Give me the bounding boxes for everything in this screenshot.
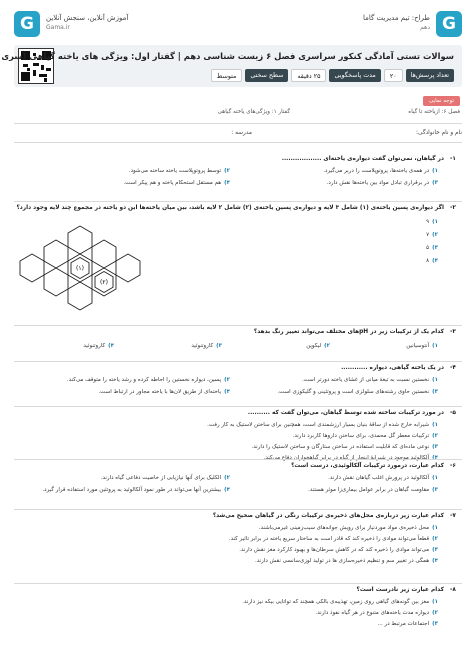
option-text: ۹ bbox=[426, 219, 430, 225]
option-text: دیواره مدت یاخته‌های متنوع در هر گیاه نفوذ دارند. bbox=[315, 610, 430, 616]
answer-option[interactable] bbox=[426, 258, 438, 264]
answer-option[interactable] bbox=[327, 180, 438, 186]
question-block bbox=[14, 329, 462, 361]
option-number: ۱) bbox=[432, 219, 438, 225]
option-number: ۲) bbox=[432, 232, 438, 238]
site-url[interactable]: Gama.ir bbox=[46, 24, 70, 31]
question-number: ۱- bbox=[450, 156, 456, 162]
exam-title: سوالات تستی آمادگی کنکور سراسری فصل ۶ زیست شناسی دهم | گفتار اول: ویژگی های یاخته گیاهی (سری bbox=[1, 51, 454, 61]
option-number: ۳) bbox=[432, 547, 438, 553]
question-number: ۸- bbox=[450, 587, 456, 593]
answer-option[interactable] bbox=[308, 487, 438, 493]
question-number: ۵- bbox=[450, 410, 456, 416]
info-pill-label: مدت پاسخگویی bbox=[329, 69, 380, 82]
question-number: ۳- bbox=[450, 329, 456, 335]
answer-option[interactable] bbox=[98, 389, 230, 395]
info-pill-value: ۲۰ bbox=[384, 69, 403, 82]
school-label: مدرسه : bbox=[231, 130, 252, 136]
option-number: ۱) bbox=[432, 525, 438, 531]
exam-header bbox=[1, 45, 462, 87]
option-text: بیشترین آنها می‌تواند در طور نمود آلکالوئید به پروتئین مورد استفاده قرار گیرد. bbox=[42, 487, 222, 493]
answer-option[interactable] bbox=[323, 168, 438, 174]
option-text: توسط پروتوپلاست یاخته ساخته می‌شود. bbox=[128, 168, 222, 174]
option-text: پسین، دیواره نخستین را احاطه کرده و رشد یاخته را متوقف می‌کند. bbox=[66, 377, 222, 383]
question-block bbox=[14, 587, 462, 657]
cell-hexagon bbox=[68, 226, 92, 254]
option-number: ۴) bbox=[108, 343, 114, 349]
option-number: ۳) bbox=[432, 389, 438, 395]
divider bbox=[14, 142, 462, 143]
answer-option[interactable] bbox=[123, 180, 230, 186]
option-number: ۲) bbox=[224, 377, 230, 383]
answer-option[interactable] bbox=[229, 536, 438, 542]
answer-option[interactable] bbox=[277, 389, 438, 395]
option-number: ۲) bbox=[432, 536, 438, 542]
question-number: ۲- bbox=[450, 205, 456, 211]
chapter-label: فصل ۶: ازیاخته تا گیاه bbox=[408, 109, 460, 115]
cell-1-label: (۱) bbox=[76, 265, 84, 272]
answer-option[interactable] bbox=[255, 558, 438, 564]
answer-option[interactable] bbox=[315, 610, 438, 616]
divider bbox=[14, 509, 462, 510]
divider bbox=[14, 325, 462, 326]
option-number: ۴) bbox=[224, 389, 230, 395]
answer-option[interactable] bbox=[239, 547, 438, 553]
option-number: ۳) bbox=[216, 343, 222, 349]
option-number: ۴) bbox=[224, 180, 230, 186]
question-block bbox=[14, 156, 462, 202]
option-number: ۴) bbox=[224, 487, 230, 493]
answer-option[interactable] bbox=[129, 168, 230, 174]
question-number: ۷- bbox=[450, 513, 456, 519]
question-number: ۶- bbox=[450, 463, 456, 469]
option-text: همگی در تغییر سم و تنظیم ذخیره‌سازی ها در تولید لوزی‌سانسی نقش دارند. bbox=[254, 558, 430, 564]
option-text: اجتماعات مرتبط در ... bbox=[377, 621, 430, 627]
option-number: ۱) bbox=[432, 377, 438, 383]
question-text: اگر دیواره‌ی پسین یاخته‌ی (۱) شامل ۳ لایه و دیواره‌ی پسین یاخته‌ی (۲) شامل ۲ لایه باشد، بین میان یاخته‌ها این دو یاخته در مجموع چند لایه وجود دارد؟ bbox=[16, 205, 444, 211]
cell-hexagon bbox=[44, 240, 68, 268]
option-number: ۱) bbox=[432, 475, 438, 481]
student-info-bar bbox=[14, 128, 462, 139]
answer-option[interactable] bbox=[264, 455, 438, 461]
option-text: لیکوپن bbox=[306, 343, 322, 349]
option-text: محل ذخیره‌ی مواد موردنیاز برای رویش جوانه‌های سیب‌زمینی غیرمی‌باشند. bbox=[258, 525, 430, 531]
cell-hexagon bbox=[92, 240, 116, 268]
divider bbox=[14, 361, 462, 362]
option-text: نخستین حاوی رشته‌های سلولزی است و پروتئینی و گلیکوزی است. bbox=[277, 389, 430, 395]
answer-option[interactable] bbox=[378, 621, 438, 627]
answer-option[interactable] bbox=[406, 343, 438, 349]
student-name-label: نام و نام خانوادگی: bbox=[416, 130, 462, 136]
honeycomb-cell-figure bbox=[22, 222, 138, 314]
question-text: کدام عبارت زیر نادرست است؟ bbox=[356, 587, 444, 593]
gama-logo-left: G bbox=[14, 11, 40, 37]
option-number: ۳) bbox=[432, 621, 438, 627]
option-number: ۳) bbox=[432, 180, 438, 186]
answer-option[interactable] bbox=[252, 444, 438, 450]
option-number: ۱) bbox=[432, 168, 438, 174]
question-block bbox=[14, 365, 462, 407]
option-text: مقاومت گیاهان در برابر عوامل بیماری‌زا موثر هستند. bbox=[308, 487, 430, 493]
answer-option[interactable] bbox=[293, 433, 438, 439]
answer-option[interactable] bbox=[83, 343, 114, 349]
option-text: ترکیبات معطر گل محمدی، برای ساختن داروها کاربرد دارند. bbox=[292, 433, 430, 439]
option-text: آنتوسیانین bbox=[406, 343, 430, 349]
question-text: در یک یاخته گیاهی، دیواره‌ ............ bbox=[341, 365, 444, 371]
option-text: یاخته‌ای از طریق لان‌ها با یاخته مجاور در ارتباط است. bbox=[98, 389, 222, 395]
question-text: کدام یک از ترکیبات زیر در pHهای مختلف می‌تواند تغییر رنگ بدهد؟ bbox=[253, 329, 444, 335]
cell-hexagon bbox=[44, 268, 68, 296]
option-number: ۲) bbox=[432, 433, 438, 439]
answer-option[interactable] bbox=[426, 245, 438, 251]
section-label: گفتار ۱: ویژگی‌های یاخته گیاهی bbox=[217, 109, 290, 115]
answer-option[interactable] bbox=[67, 377, 230, 383]
option-number: ۲) bbox=[224, 168, 230, 174]
option-text: الکلیک برای آنها نیازیابی از خاصیت دفاعی گیاه دارند. bbox=[100, 475, 222, 481]
option-number: ۳) bbox=[432, 487, 438, 493]
option-number: ۳) bbox=[432, 444, 438, 450]
answer-option[interactable] bbox=[191, 343, 222, 349]
option-text: نخستین نسبت به تیغهٔ میانی از غشای یاخته دورتر است. bbox=[301, 377, 430, 383]
question-block bbox=[14, 463, 462, 509]
option-text: مغز بین گونه‌های گیاهی روی زمین، تهذیبه‌ی بالکی همچند که تواتایی بیکه نیز دارند. bbox=[242, 599, 430, 605]
option-number: ۳) bbox=[432, 245, 438, 251]
info-pill-label: تعداد پرسش‌ها bbox=[406, 69, 454, 82]
answer-option[interactable] bbox=[426, 219, 438, 225]
question-block bbox=[14, 410, 462, 460]
answer-option[interactable] bbox=[302, 377, 438, 383]
option-text: هم مستقل استحکام یاخته و هم پیکر است. bbox=[123, 180, 222, 186]
info-pill-value: متوسط bbox=[211, 69, 243, 82]
info-pill-label: سطح سختی bbox=[245, 69, 288, 82]
option-text: ۵ bbox=[426, 245, 430, 251]
notice-badge: توجه نمایی bbox=[423, 96, 460, 106]
cell-hexagon bbox=[116, 254, 140, 282]
option-text: ۷ bbox=[426, 232, 430, 238]
question-block bbox=[14, 513, 462, 583]
option-text: ۸ bbox=[426, 258, 430, 264]
answer-option[interactable] bbox=[242, 599, 438, 605]
option-number: ۴) bbox=[432, 455, 438, 461]
option-number: ۱) bbox=[432, 343, 438, 349]
question-number: ۴- bbox=[450, 365, 456, 371]
divider bbox=[14, 201, 462, 202]
site-tagline: آموزش آنلاین، سنجش آنلاین bbox=[46, 14, 129, 22]
question-text: در مورد ترکیبات ساخته شده توسط گیاهان، می‌توان گفت که .......... bbox=[247, 410, 444, 416]
answer-option[interactable] bbox=[42, 487, 230, 493]
grade-label: دهم bbox=[420, 24, 430, 31]
question-text: کدام عبارت، درمورد ترکیبات آلکالوئیدی، درست است؟ bbox=[291, 463, 444, 469]
divider bbox=[14, 459, 462, 460]
exam-info-pills bbox=[211, 69, 454, 82]
answer-option[interactable] bbox=[328, 475, 438, 481]
divider bbox=[14, 406, 462, 407]
option-text: می‌تواند موادی را ذخیره کند که در کاهش سرطان‌ها و بهبود کارکرد مغز نقش دارند. bbox=[239, 547, 430, 553]
option-number: ۲) bbox=[224, 475, 230, 481]
option-number: ۴) bbox=[432, 258, 438, 264]
designer-label: طراح: تیم مدیریت گاما bbox=[362, 14, 430, 22]
option-number: ۲) bbox=[432, 610, 438, 616]
gama-logo-right: G bbox=[436, 11, 462, 37]
option-text: شیرابه خارج شده از ساقهٔ بنیان بسیار ارزشمندی است، همچنین برای ساختن لاستیک به کار رفت. bbox=[207, 422, 430, 428]
option-number: ۲) bbox=[324, 343, 330, 349]
option-text: در همه‌ی یاخته‌ها، پروتوپلاست را دربر می‌گیرد. bbox=[323, 168, 430, 174]
question-text: در گیاهان، نمی‌توان گفت دیواره‌ی یاخته‌ای .................. bbox=[281, 156, 444, 162]
option-text: کاروتنوئید bbox=[191, 343, 214, 349]
option-text: نوعی ماده‌ای که قابلیت استفاده در ساختن ستارگان و ساختن لاستیک را دارند. bbox=[251, 444, 430, 450]
answer-option[interactable] bbox=[426, 232, 438, 238]
answer-option[interactable] bbox=[101, 475, 230, 481]
question-text: کدام عبارت زیر درباره‌ی محل‌های ذخیره‌ی ترکیبات رنگی در گیاهان صحیح می‌شد؟ bbox=[212, 513, 444, 519]
option-number: ۱) bbox=[432, 422, 438, 428]
option-text: کاروتنوئید bbox=[83, 343, 106, 349]
answer-option[interactable] bbox=[207, 422, 438, 428]
info-pill-value: ۲۵ دقیقه bbox=[291, 69, 326, 82]
top-brand-bar bbox=[14, 10, 462, 44]
cell-2-label: (۲) bbox=[100, 279, 108, 286]
divider bbox=[14, 123, 462, 124]
answer-option[interactable] bbox=[306, 343, 330, 349]
option-text: در برقراری تبادل مواد بین یاخته‌ها نقش دارد. bbox=[326, 180, 430, 186]
option-text: آلکالوئید موجود در شیرابهٔ اینجار از گیاه در برابر گیاهخواران دفاع می‌کند. bbox=[263, 455, 430, 461]
divider bbox=[14, 583, 462, 584]
cell-hexagon bbox=[68, 282, 92, 310]
option-number: ۴) bbox=[432, 558, 438, 564]
option-number: ۱) bbox=[432, 599, 438, 605]
option-text: قطعاً می‌تواند موادی را ذخیره کند که قادر است به ساختار سریع یاخته در برابر تاثیر کند. bbox=[228, 536, 430, 542]
cell-hexagon bbox=[20, 254, 44, 282]
answer-option[interactable] bbox=[259, 525, 438, 531]
option-text: آلکالوئید در پرورش اغلب گیاهان نقش دارند. bbox=[328, 475, 430, 481]
